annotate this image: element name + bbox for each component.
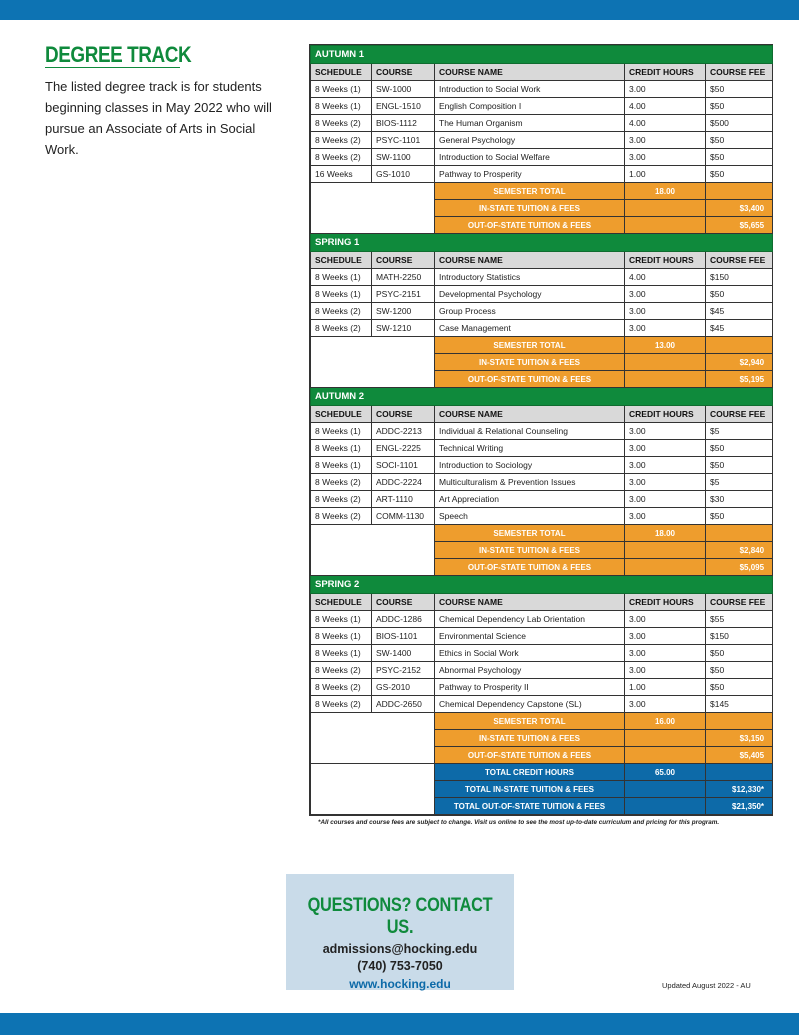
column-header: COURSE FEE (706, 594, 773, 611)
in-state-tuition-value: $3,400 (706, 200, 773, 217)
table-cell: Ethics in Social Work (435, 645, 625, 662)
table-row (311, 166, 773, 183)
table-cell: ENGL-1510 (372, 98, 435, 115)
total-out-of-state-label: TOTAL OUT-OF-STATE TUITION & FEES (435, 798, 625, 815)
empty-cell (625, 200, 706, 217)
empty-cell (706, 525, 773, 542)
table-row (311, 611, 773, 628)
semester-heading-row (311, 576, 773, 594)
table-cell: $50 (706, 149, 773, 166)
out-of-state-tuition-value: $5,195 (706, 371, 773, 388)
table-row (311, 303, 773, 320)
semester-total-row (311, 183, 773, 200)
table-cell: MATH-2250 (372, 269, 435, 286)
footnote: *All courses and course fees are subject to change. Visit us online to see the most up-to-date curriculum and pricing for this program. (318, 819, 720, 826)
table-cell: $145 (706, 696, 773, 713)
out-of-state-tuition-label: OUT-OF-STATE TUITION & FEES (435, 217, 625, 234)
table-cell: SW-1000 (372, 81, 435, 98)
bottom-bar (0, 1013, 799, 1035)
semester-heading: SPRING 1 (311, 234, 773, 252)
empty-cell (625, 798, 706, 815)
table-cell: 8 Weeks (1) (311, 269, 372, 286)
table-row (311, 491, 773, 508)
out-of-state-tuition-label: OUT-OF-STATE TUITION & FEES (435, 559, 625, 576)
semester-total-value: 18.00 (625, 525, 706, 542)
table-cell: 3.00 (625, 474, 706, 491)
table-cell: SW-1400 (372, 645, 435, 662)
table-cell: ADDC-2650 (372, 696, 435, 713)
table-cell: 8 Weeks (1) (311, 286, 372, 303)
table-cell: 8 Weeks (2) (311, 149, 372, 166)
table-row (311, 628, 773, 645)
total-in-state-value: $12,330* (706, 781, 773, 798)
table-cell: BIOS-1112 (372, 115, 435, 132)
empty-cell (625, 371, 706, 388)
table-row (311, 132, 773, 149)
column-header: CREDIT HOURS (625, 594, 706, 611)
title-underline (45, 67, 180, 68)
blank-cell (311, 183, 435, 234)
semester-total-value: 16.00 (625, 713, 706, 730)
table-cell: $45 (706, 303, 773, 320)
table-cell: $500 (706, 115, 773, 132)
table-row (311, 696, 773, 713)
semester-total-row (311, 525, 773, 542)
table-cell: Abnormal Psychology (435, 662, 625, 679)
table-row (311, 457, 773, 474)
column-header: COURSE NAME (435, 252, 625, 269)
table-cell: Introduction to Social Work (435, 81, 625, 98)
total-credit-hours-label: TOTAL CREDIT HOURS (435, 764, 625, 781)
table-cell: $50 (706, 508, 773, 525)
semester-heading: AUTUMN 2 (311, 388, 773, 406)
table-row (311, 81, 773, 98)
table-cell: 16 Weeks (311, 166, 372, 183)
total-out-of-state-value: $21,350* (706, 798, 773, 815)
out-of-state-tuition-value: $5,655 (706, 217, 773, 234)
empty-cell (706, 337, 773, 354)
table-cell: 3.00 (625, 286, 706, 303)
contact-website-link[interactable]: www.hocking.edu (349, 977, 451, 991)
table-row (311, 320, 773, 337)
blank-cell (311, 525, 435, 576)
table-cell: Art Appreciation (435, 491, 625, 508)
table-cell: 3.00 (625, 457, 706, 474)
column-header: COURSE FEE (706, 252, 773, 269)
blank-cell (311, 764, 435, 815)
column-header-row (311, 252, 773, 269)
column-header: SCHEDULE (311, 64, 372, 81)
column-header: COURSE (372, 64, 435, 81)
table-cell: 8 Weeks (1) (311, 98, 372, 115)
column-header: COURSE NAME (435, 406, 625, 423)
table-cell: Developmental Psychology (435, 286, 625, 303)
column-header: CREDIT HOURS (625, 406, 706, 423)
table-cell: 8 Weeks (1) (311, 611, 372, 628)
table-row (311, 679, 773, 696)
empty-cell (625, 354, 706, 371)
table-body (311, 46, 773, 815)
table-cell: 4.00 (625, 98, 706, 115)
column-header: COURSE NAME (435, 64, 625, 81)
table-cell: 8 Weeks (1) (311, 457, 372, 474)
table-cell: Multiculturalism & Prevention Issues (435, 474, 625, 491)
semester-total-label: SEMESTER TOTAL (435, 183, 625, 200)
table-cell: English Composition I (435, 98, 625, 115)
table-row (311, 269, 773, 286)
table-cell: $50 (706, 662, 773, 679)
empty-cell (706, 183, 773, 200)
column-header: SCHEDULE (311, 252, 372, 269)
semester-heading-row (311, 46, 773, 64)
table-cell: Group Process (435, 303, 625, 320)
table-cell: Individual & Relational Counseling (435, 423, 625, 440)
table-cell: 8 Weeks (2) (311, 320, 372, 337)
table-cell: ADDC-2213 (372, 423, 435, 440)
column-header: SCHEDULE (311, 594, 372, 611)
contact-box (286, 874, 514, 990)
table-cell: Introduction to Sociology (435, 457, 625, 474)
column-header: COURSE NAME (435, 594, 625, 611)
empty-cell (706, 713, 773, 730)
table-cell: 8 Weeks (2) (311, 508, 372, 525)
table-cell: $50 (706, 440, 773, 457)
column-header: COURSE (372, 406, 435, 423)
out-of-state-tuition-label: OUT-OF-STATE TUITION & FEES (435, 371, 625, 388)
table-cell: SW-1200 (372, 303, 435, 320)
semester-total-label: SEMESTER TOTAL (435, 525, 625, 542)
semester-heading-row (311, 234, 773, 252)
table-cell: 3.00 (625, 303, 706, 320)
blank-cell (311, 337, 435, 388)
table-cell: $150 (706, 628, 773, 645)
table-cell: 8 Weeks (1) (311, 440, 372, 457)
column-header-row (311, 406, 773, 423)
table-cell: PSYC-1101 (372, 132, 435, 149)
in-state-tuition-value: $3,150 (706, 730, 773, 747)
contact-phone[interactable]: (740) 753-7050 (357, 959, 443, 973)
table-row (311, 423, 773, 440)
table-cell: 1.00 (625, 679, 706, 696)
table-row (311, 286, 773, 303)
semester-heading: SPRING 2 (311, 576, 773, 594)
table-cell: Introduction to Social Welfare (435, 149, 625, 166)
intro-text: The listed degree track is for students beginning classes in May 2022 who will pursue an Associate of Arts in Social Work. (45, 79, 272, 157)
empty-cell (625, 730, 706, 747)
column-header: COURSE FEE (706, 406, 773, 423)
empty-cell (625, 542, 706, 559)
degree-track-table (309, 44, 773, 816)
table-cell: $30 (706, 491, 773, 508)
table-cell: Speech (435, 508, 625, 525)
blank-cell (311, 713, 435, 764)
in-state-tuition-value: $2,840 (706, 542, 773, 559)
semester-total-label: SEMESTER TOTAL (435, 713, 625, 730)
table-cell: 3.00 (625, 132, 706, 149)
in-state-tuition-label: IN-STATE TUITION & FEES (435, 730, 625, 747)
table-cell: SW-1210 (372, 320, 435, 337)
table-cell: GS-2010 (372, 679, 435, 696)
table-cell: Technical Writing (435, 440, 625, 457)
table-cell: 3.00 (625, 696, 706, 713)
in-state-tuition-label: IN-STATE TUITION & FEES (435, 542, 625, 559)
table-row (311, 662, 773, 679)
table-cell: $50 (706, 286, 773, 303)
table-cell: General Psychology (435, 132, 625, 149)
table-cell: $50 (706, 645, 773, 662)
total-credit-hours-row (311, 764, 773, 781)
semester-heading-row (311, 388, 773, 406)
table-cell: 4.00 (625, 115, 706, 132)
in-state-tuition-label: IN-STATE TUITION & FEES (435, 200, 625, 217)
empty-cell (625, 217, 706, 234)
table-cell: $50 (706, 98, 773, 115)
column-header-row (311, 594, 773, 611)
table-cell: Chemical Dependency Lab Orientation (435, 611, 625, 628)
in-state-tuition-label: IN-STATE TUITION & FEES (435, 354, 625, 371)
table-cell: 8 Weeks (2) (311, 474, 372, 491)
table-cell: 3.00 (625, 508, 706, 525)
column-header: COURSE (372, 594, 435, 611)
table-cell: 8 Weeks (1) (311, 81, 372, 98)
table-cell: 8 Weeks (2) (311, 115, 372, 132)
semester-heading: AUTUMN 1 (311, 46, 773, 64)
table-row (311, 508, 773, 525)
table-cell: 3.00 (625, 628, 706, 645)
table-cell: ADDC-2224 (372, 474, 435, 491)
empty-cell (625, 747, 706, 764)
table-cell: 3.00 (625, 662, 706, 679)
table-cell: 8 Weeks (2) (311, 132, 372, 149)
table-cell: 8 Weeks (1) (311, 628, 372, 645)
table-cell: $50 (706, 166, 773, 183)
table-cell: $50 (706, 457, 773, 474)
semester-total-row (311, 713, 773, 730)
table-cell: 3.00 (625, 611, 706, 628)
table-cell: 8 Weeks (2) (311, 696, 372, 713)
table-cell: 3.00 (625, 440, 706, 457)
table-cell: 3.00 (625, 81, 706, 98)
table-cell: 8 Weeks (2) (311, 662, 372, 679)
table-cell: $45 (706, 320, 773, 337)
table-cell: Pathway to Prosperity (435, 166, 625, 183)
table-cell: Introductory Statistics (435, 269, 625, 286)
table-cell: ADDC-1286 (372, 611, 435, 628)
table-cell: $5 (706, 474, 773, 491)
out-of-state-tuition-value: $5,095 (706, 559, 773, 576)
table-row (311, 474, 773, 491)
total-in-state-label: TOTAL IN-STATE TUITION & FEES (435, 781, 625, 798)
updated-note: Updated August 2022 - AU (662, 981, 751, 990)
semester-total-row (311, 337, 773, 354)
table-cell: 8 Weeks (1) (311, 423, 372, 440)
in-state-tuition-value: $2,940 (706, 354, 773, 371)
table-cell: SOCI-1101 (372, 457, 435, 474)
table-cell: 8 Weeks (2) (311, 491, 372, 508)
table-cell: Chemical Dependency Capstone (SL) (435, 696, 625, 713)
contact-email[interactable]: admissions@hocking.edu (322, 942, 478, 956)
column-header: SCHEDULE (311, 406, 372, 423)
table-row (311, 645, 773, 662)
semester-total-value: 18.00 (625, 183, 706, 200)
total-credit-hours-value: 65.00 (625, 764, 706, 781)
table-cell: 8 Weeks (1) (311, 645, 372, 662)
table-cell: COMM-1130 (372, 508, 435, 525)
out-of-state-tuition-value: $5,405 (706, 747, 773, 764)
table-cell: 3.00 (625, 320, 706, 337)
table-cell: Environmental Science (435, 628, 625, 645)
table-cell: SW-1100 (372, 149, 435, 166)
table-cell: BIOS-1101 (372, 628, 435, 645)
table-cell: Case Management (435, 320, 625, 337)
column-header: CREDIT HOURS (625, 64, 706, 81)
table-cell: 3.00 (625, 491, 706, 508)
table-cell: $50 (706, 679, 773, 696)
table-cell: 3.00 (625, 645, 706, 662)
table-row (311, 98, 773, 115)
table-cell: 3.00 (625, 149, 706, 166)
table-cell: ENGL-2225 (372, 440, 435, 457)
empty-cell (706, 764, 773, 781)
contact-title: QUESTIONS? CONTACT US. (307, 895, 493, 938)
table-cell: 8 Weeks (2) (311, 303, 372, 320)
table-cell: PSYC-2152 (372, 662, 435, 679)
page-title: DEGREE TRACK (45, 42, 192, 67)
top-bar (0, 0, 799, 20)
table-cell: $150 (706, 269, 773, 286)
table-row (311, 115, 773, 132)
table-cell: $50 (706, 132, 773, 149)
table-cell: PSYC-2151 (372, 286, 435, 303)
semester-total-value: 13.00 (625, 337, 706, 354)
semester-total-label: SEMESTER TOTAL (435, 337, 625, 354)
table-cell: $5 (706, 423, 773, 440)
table-cell: 1.00 (625, 166, 706, 183)
table-cell: Pathway to Prosperity II (435, 679, 625, 696)
table-row (311, 149, 773, 166)
table-cell: 3.00 (625, 423, 706, 440)
table-cell: $55 (706, 611, 773, 628)
column-header-row (311, 64, 773, 81)
empty-cell (625, 559, 706, 576)
table-cell: $50 (706, 81, 773, 98)
table-cell: 8 Weeks (2) (311, 679, 372, 696)
empty-cell (625, 781, 706, 798)
column-header: COURSE FEE (706, 64, 773, 81)
column-header: COURSE (372, 252, 435, 269)
column-header: CREDIT HOURS (625, 252, 706, 269)
table-cell: GS-1010 (372, 166, 435, 183)
table-row (311, 440, 773, 457)
out-of-state-tuition-label: OUT-OF-STATE TUITION & FEES (435, 747, 625, 764)
table-cell: ART-1110 (372, 491, 435, 508)
table-cell: 4.00 (625, 269, 706, 286)
table-cell: The Human Organism (435, 115, 625, 132)
